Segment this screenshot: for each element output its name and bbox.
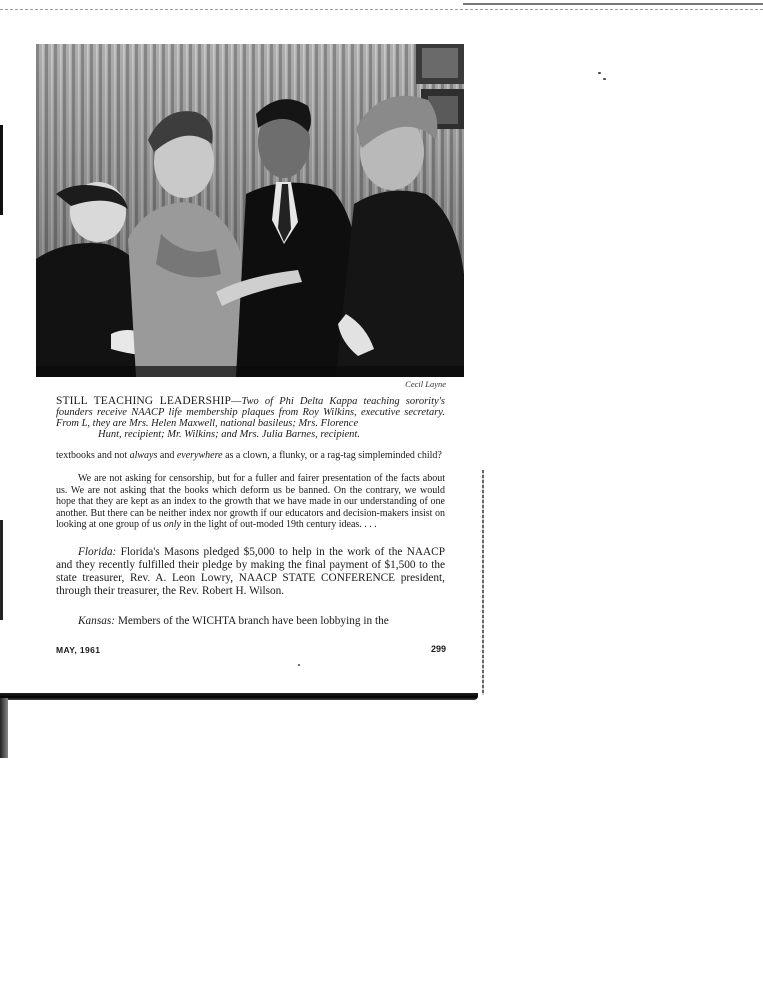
text-run: textbooks and not bbox=[56, 450, 130, 461]
italic-run: only bbox=[163, 519, 181, 531]
paragraph-textbooks bbox=[56, 450, 445, 462]
caption-body: Two of Phi Delta Kappa teaching sorority's founders receive NAACP life membership plaques from Roy Wilkins, executive secretary. From L, they are Mrs. Helen Maxwell, national basileus; Mrs. Florence bbox=[56, 396, 446, 429]
text-run: and bbox=[157, 450, 177, 461]
italic-run: everywhere bbox=[176, 450, 223, 461]
caption-lead: STILL TEACHING LEADERSHIP bbox=[56, 395, 231, 407]
caption-last-line: Hunt, recipient; Mr. Wilkins; and Mrs. Julia Barnes, recipient. bbox=[98, 429, 360, 440]
issue-date: MAY, 1961 bbox=[56, 645, 101, 655]
scan-speck bbox=[598, 72, 601, 74]
photo-caption bbox=[56, 396, 445, 440]
state-label: Kansas: bbox=[78, 615, 116, 627]
scan-top-edge bbox=[0, 0, 763, 10]
text-run: Florida's Masons pledged $5,000 to help in the work of the NAACP and they recently fulfilled their pledge by making the final payment of $1,500 to the state treasurer, Rev. A. Leon Lowry, NAACP STATE CONFERENCE president, through their treasurer, the Rev. Robert H. Wilson. bbox=[56, 546, 445, 597]
paragraph-florida bbox=[56, 546, 445, 598]
paragraph-kansas bbox=[56, 615, 445, 628]
italic-run: always bbox=[129, 450, 158, 461]
state-label: Florida: bbox=[78, 546, 117, 558]
paragraph-censorship bbox=[56, 473, 445, 531]
scan-right-rule bbox=[482, 470, 484, 695]
photo-four-people-icon bbox=[36, 44, 464, 377]
page-number: 299 bbox=[430, 644, 446, 654]
scan-bottom-edge bbox=[0, 693, 478, 700]
news-photo bbox=[36, 44, 464, 377]
scan-bottom-curl bbox=[0, 698, 8, 758]
scan-speck bbox=[298, 664, 300, 666]
text-run: in the light of out-moded 19th century ideas. . . . bbox=[180, 519, 377, 531]
caption-dash: — bbox=[230, 396, 242, 407]
text-run: Members of the WICHTA branch have been lobbying in the bbox=[115, 615, 389, 627]
scan-left-shadow bbox=[0, 125, 3, 215]
text-run: We are not asking for censorship, but for a fuller and fairer presentation of the facts about us. We are not asking that the books which deform us be banned. On the contrary, we would hope that they are kept as an index to the growth that we have made in our understanding of one another. But there can be neither index nor growth if our educators and decision-makers insist on looking at one group of us bbox=[56, 473, 445, 531]
scan-speck bbox=[603, 78, 606, 80]
photo-credit: Cecil Layne bbox=[405, 379, 446, 389]
text-run: as a clown, a flunky, or a rag-tag simpleminded child? bbox=[222, 450, 442, 461]
scan-left-shadow-lower bbox=[0, 520, 3, 620]
